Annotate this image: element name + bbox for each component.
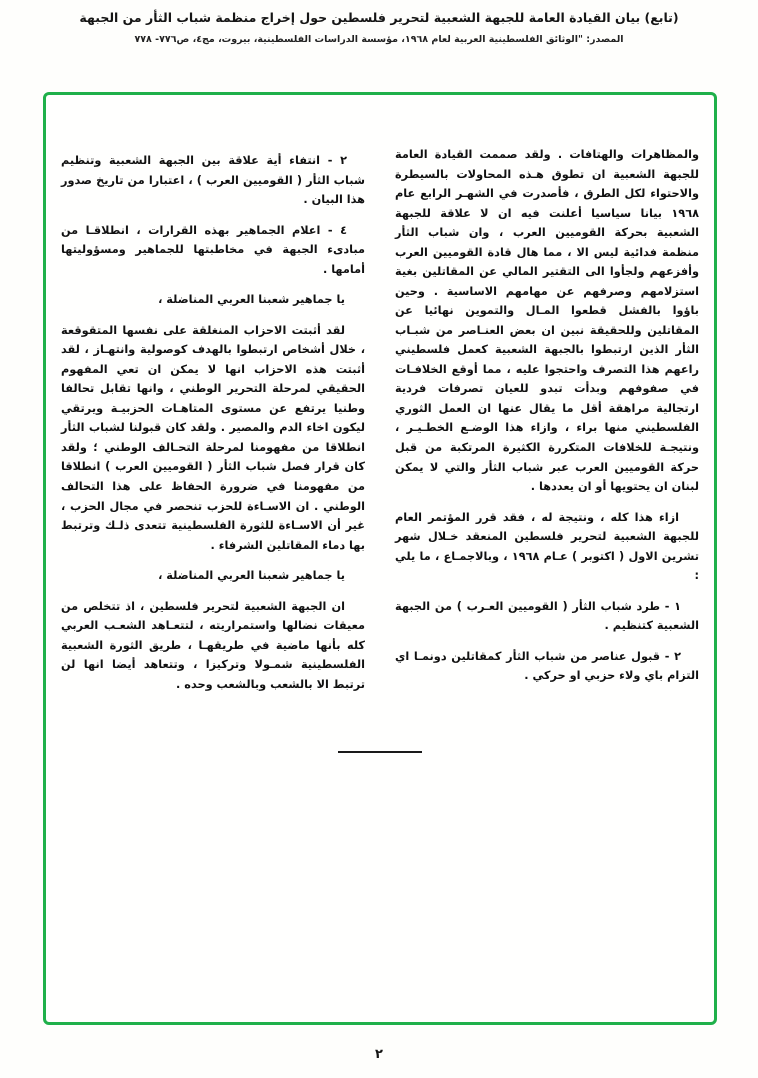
salutation-heading: يا جماهير شعبنا العربي المناضلة ، (158, 569, 345, 583)
salutation-heading: يا جماهير شعبنا العربي المناضلة ، (158, 293, 345, 307)
list-item-4: ٤ - اعلام الجماهير بهذه القرارات ، انطلاقـا من مبادىء الجبهة في مخاطبتها للجماهير ومسؤوليتها أمامها . (61, 223, 365, 276)
right-column (395, 145, 699, 705)
page-number: ٢ (375, 1047, 383, 1062)
page-title: (تابع) بيان القيادة العامة للجبهة الشعبية لتحرير فلسطين حول إخراج منظمة شباب الثأر من الجبهة (79, 10, 679, 25)
left-column (61, 145, 365, 705)
end-divider (338, 751, 422, 753)
list-item-1: ١ - طرد شباب الثأر ( القوميين العـرب ) من الجبهة الشعبية كتنظيم . (395, 599, 699, 633)
paragraph-continuation: والمظاهرات والهتافات . ولقد صممت القيادة العامة للجبهة الشعبية ان تطوق هـذه المحاولات بالسيطرة والاحتواء لكل الطرق ، فأصدرت في الشهـر الرابع عام ١٩٦٨ بيانا سياسيا أعلنت فيه ان لا علاقة للجبهة الشعبية بحركة القوميين العرب ، وان شباب الثأر منظمة فدائية ليس الا ، مما هال قادة القوميين العرب وأفزعهم ولجأوا الى التقتير المالي عن المقاتلين بغية استزلامهم وصرفهم عن مهامهم الاساسية . وحين باؤوا بالفشل قطعوا المـال والتموين نهائيا عن المقاتلين وللحقيقة نبين ان بعض العنـاصر من شبـاب الثأر الذين ارتبطوا بالجبهة الشعبية كعمل فلسطيني راعهم هذا التصرف واحتجوا عليه ، مما أوقع الخلافـات في صفوفهم وبدأت تبدو للعيان تصرفات فردية ارتجالية مراهقة أقل ما يقال عنها ان العمل الثوري الفلسطيني منها براء ، وازاء هذا الوضـع الخطـيـر ، ونتيجـة للخلافات المتكررة الكثيرة المرتكبة من قبل حركة القوميين العرب عبر شباب الثأر والتي لا يمكن لبنان ان يحتويها أو ان يعددها . (395, 148, 699, 494)
list-item-2: ٢ - قبول عناصر من شباب الثأر كمقاتلين دونمـا اي التزام باي ولاء حزبي او حركي . (395, 649, 699, 683)
list-item-2b: ٢ - انتفاء أية علاقة بين الجبهة الشعبية وتنظيم شباب الثأر ( القوميين العرب ) ، اعتبارا من تاريخ صدور هذا البيان . (61, 154, 365, 207)
paragraph: ان الجبهة الشعبية لتحرير فلسطين ، اذ تتخلص من معيقات نضالها واستمراريته ، لتتعـاهد الشعـب العربي كله بأنها ماضية في طريقهـا ، طريق الثورة الشعبية الفلسطينية شمـولا وتركيزا ، وتتعاهد أيضا انها لن ترتبط الا بالشعب وبالشعب وحده . (61, 599, 365, 691)
paragraph: لقد أثبتت الاحزاب المنغلقة على نفسها المتقوقعة ، خلال أشخاص ارتبطوا بالهدف كوصولية وانتهـاز ، لقد أثبتت هذه الاحزاب انها لا يمكن ان تعي المفهوم الحقيقي لمرحلة التحرير الوطني ، وانها تقابل تحالفا وطنيا يرتفع عن مستوى المتاهـات الحزبيـة ويرتقي ليكون اخاء الدم والمصير . ولقد كان قبولنا لشباب الثأر انطلاقا من مفهومنا لمرحلة التحـالف الوطني ؛ ولقد كان قرار فصل شباب الثأر ( القوميين العرب ) انطلاقا من مفهومنا في ضرورة الحفاظ على هذا التحالف الوطني . ان الاسـاءة للحزب تنحصر في مجال الحزب ، غير أن الاسـاءة للثورة الفلسطينية تتعدى ذلـك وترتبط بها دماء المقاتلين الشرفاء . (61, 323, 365, 552)
source-line: المصدر: "الوثائق الفلسطينية العربية لعام ١٩٦٨، مؤسسة الدراسات الفلسطينية، بيروت، مج٤، ص٧٧٦- ٧٧٨ (134, 34, 624, 45)
paragraph: ازاء هذا كله ، ونتيجة له ، فقد قرر المؤتمر العام للجبهة الشعبية لتحرير فلسطين المنعقد خـلال شهر تشرين الاول ( اكتوبر ) عـام ١٩٦٨ ، وبالاجمـاع ، ما يلي : (395, 510, 699, 583)
document-frame (43, 92, 717, 1025)
text-columns (46, 95, 714, 705)
